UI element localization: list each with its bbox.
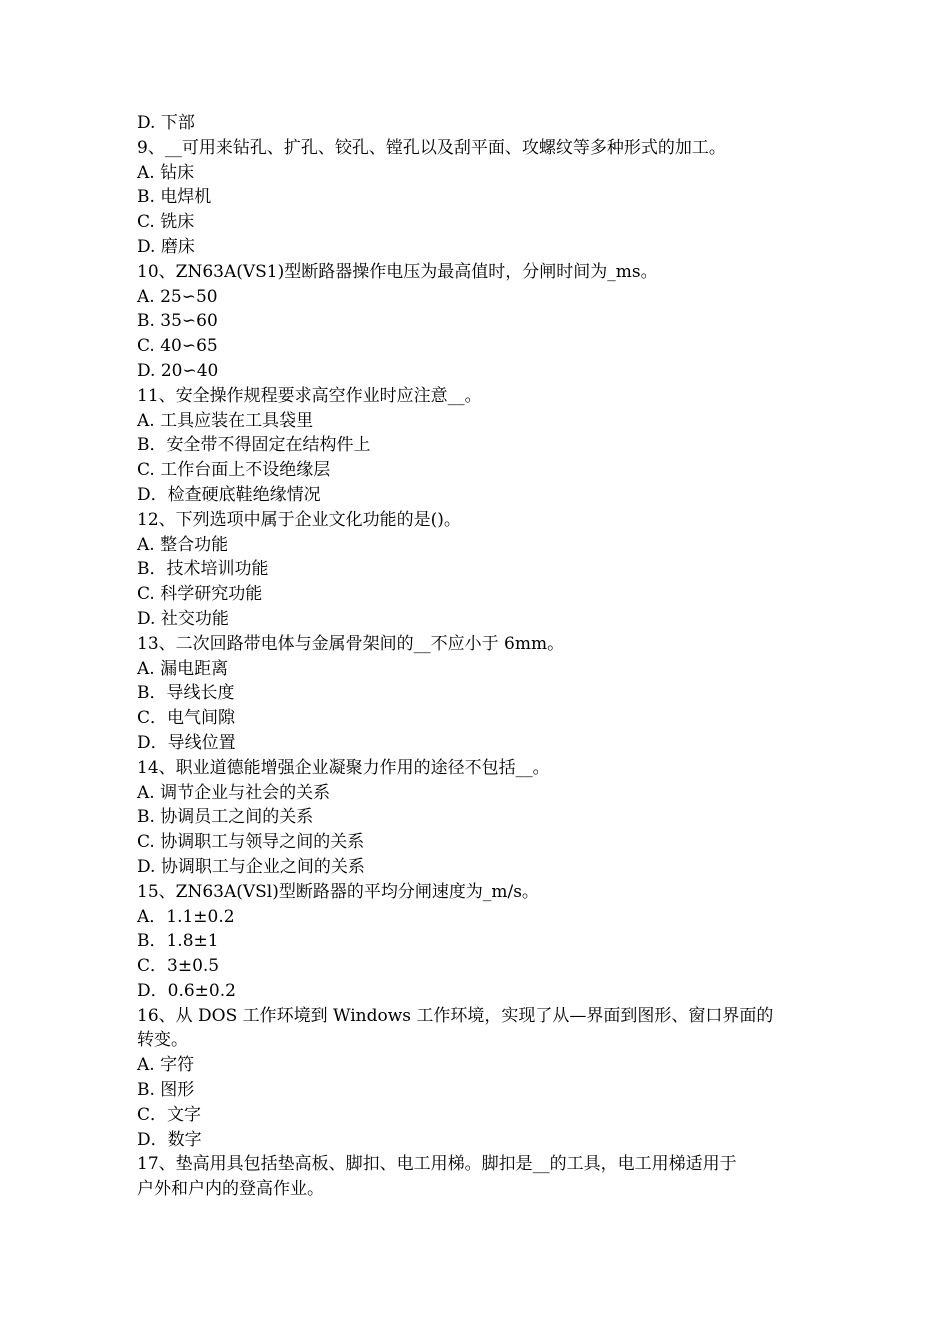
question-16-line-1: 16、从 DOS 工作环境到 Windows 工作环境，实现了从—界面到图形、窗口界面的 (137, 1005, 774, 1026)
option-line: B. 协调员工之间的关系 (137, 807, 314, 828)
option-line: C. 铣床 (137, 212, 195, 233)
option-line: B．安全带不得固定在结构件上 (137, 435, 371, 456)
option-line: D. 社交功能 (137, 608, 229, 629)
option-line: B．1.8±1 (137, 931, 219, 952)
option-line: C．文字 (137, 1104, 202, 1125)
option-line: B．导线长度 (137, 683, 235, 704)
option-line: D．导线位置 (137, 732, 236, 753)
option-line: A. 调节企业与社会的关系 (137, 782, 331, 803)
option-line: A. 钻床 (137, 162, 195, 183)
option-line: C. 科学研究功能 (137, 584, 263, 605)
option-line: D. 磨床 (137, 236, 195, 257)
option-line: A. 漏电距离 (137, 658, 229, 679)
option-line: B. 电焊机 (137, 187, 212, 208)
option-line: C. 40∽65 (137, 336, 218, 357)
question-line: 15、ZN63A(VSl)型断路器的平均分闸速度为_m/s。 (137, 881, 539, 902)
question-line: 10、ZN63A(VS1)型断路器操作电压为最高值时，分闸时间为_ms。 (137, 261, 658, 282)
question-16-line-2: 转变。 (137, 1030, 188, 1051)
question-line: 11、安全操作规程要求高空作业时应注意__。 (137, 385, 482, 406)
option-line: A. 25∽50 (137, 286, 218, 307)
option-line: D. 协调职工与企业之间的关系 (137, 856, 365, 877)
question-line: 14、职业道德能增强企业凝聚力作用的途径不包括__。 (137, 757, 550, 778)
question-17-line-2: 户外和户内的登高作业。 (137, 1179, 324, 1200)
option-line: D. 20∽40 (137, 360, 219, 381)
option-line: D．0.6±0.2 (137, 980, 236, 1001)
option-line: A. 工具应装在工具袋里 (137, 410, 314, 431)
option-line: C. 协调职工与领导之间的关系 (137, 832, 365, 853)
question-line: 9、__可用来钻孔、扩孔、铰孔、镗孔以及刮平面、攻螺纹等多种形式的加工。 (137, 137, 726, 158)
option-line: B．技术培训功能 (137, 559, 269, 580)
option-line: C. 工作台面上不设绝缘层 (137, 460, 331, 481)
option-line: A. 整合功能 (137, 534, 229, 555)
option-line: C．电气间隙 (137, 708, 236, 729)
question-17-line-1: 17、垫高用具包括垫高板、脚扣、电工用梯。脚扣是__的工具，电工用梯适用于 (137, 1154, 737, 1175)
option-line: C．3±0.5 (137, 956, 220, 977)
question-line: 12、下列选项中属于企业文化功能的是()。 (137, 509, 461, 530)
option-line: A. 字符 (137, 1055, 195, 1076)
option-line: B. 35∽60 (137, 311, 218, 332)
option-line: D．检查硬底鞋绝缘情况 (137, 484, 321, 505)
option-line: B. 图形 (137, 1080, 195, 1101)
option-line: D. 下部 (137, 113, 195, 133)
question-line: 13、二次回路带电体与金属骨架间的__不应小于 6mm。 (137, 633, 565, 654)
option-line: A．1.1±0.2 (137, 906, 235, 927)
document-body (137, 111, 817, 1202)
option-line: D．数字 (137, 1129, 202, 1150)
